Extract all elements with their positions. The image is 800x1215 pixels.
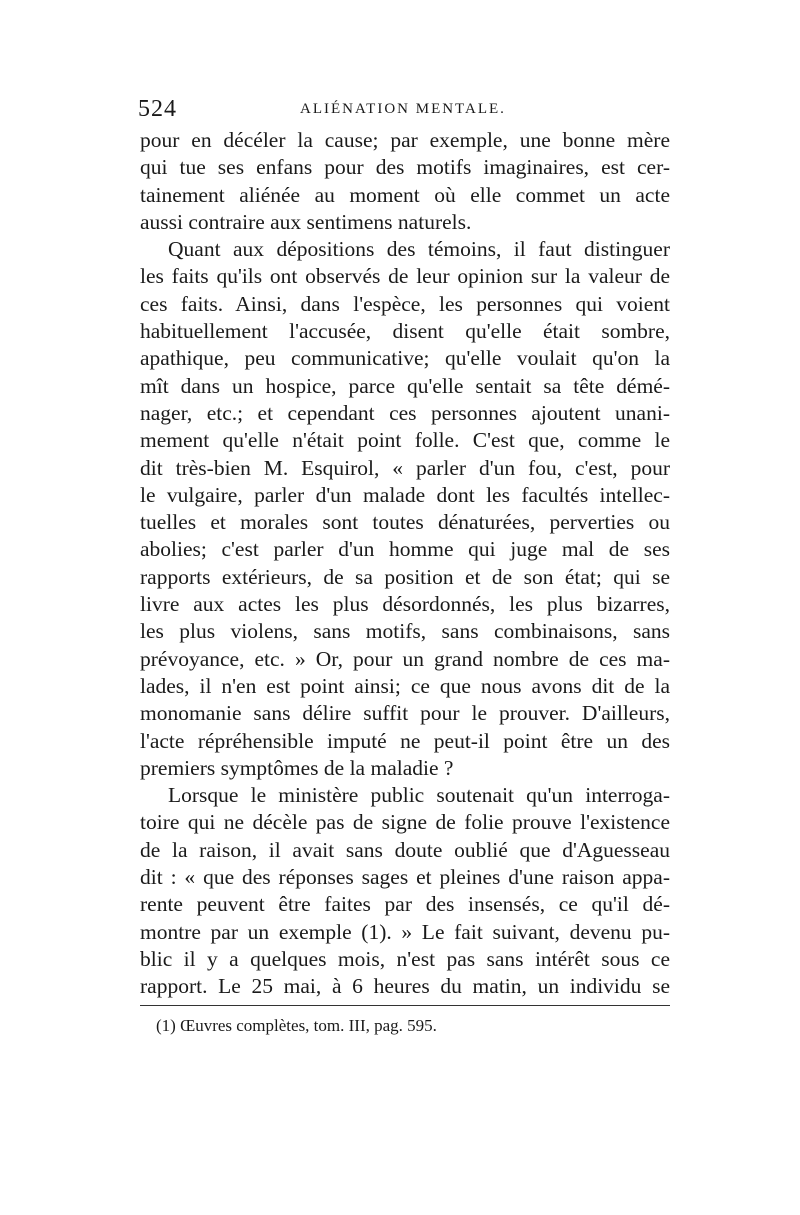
text-line: lades, il n'en est point ainsi; ce que nous avons dit de la: [140, 673, 670, 698]
text-line: le vulgaire, parler d'un malade dont les facultés intellec-: [140, 482, 670, 507]
body-text: [140, 127, 670, 1001]
text-line: blic il y a quelques mois, n'est pas sans intérêt sous ce: [140, 946, 670, 971]
text-line: toire qui ne décèle pas de signe de folie prouve l'existence: [140, 810, 670, 835]
text-line: qui tue ses enfans pour des motifs imaginaires, est cer-: [140, 155, 670, 180]
text-line: tainement aliénée au moment où elle commet un acte: [140, 182, 670, 207]
text-line: mement qu'elle n'était point folle. C'est que, comme le: [140, 428, 670, 453]
text-line: les plus violens, sans motifs, sans combinaisons, sans: [140, 619, 670, 644]
text-line: apathique, peu communicative; qu'elle voulait qu'on la: [140, 346, 670, 371]
text-line: de la raison, il avait sans doute oublié que d'Aguesseau: [140, 837, 670, 862]
text-line: dit très-bien M. Esquirol, « parler d'un fou, c'est, pour: [140, 455, 670, 480]
text-line: les faits qu'ils ont observés de leur opinion sur la valeur de: [140, 264, 670, 289]
text-line: dit : « que des réponses sages et pleines d'une raison appa-: [140, 865, 670, 890]
text-line: Quant aux dépositions des témoins, il faut distinguer: [168, 237, 670, 262]
text-line: ces faits. Ainsi, dans l'espèce, les personnes qui voient: [140, 291, 670, 316]
text-line: l'acte répréhensible imputé ne peut-il point être un des: [140, 728, 670, 753]
text-line: aussi contraire aux sentimens naturels.: [140, 209, 472, 234]
text-line: nager, etc.; et cependant ces personnes ajoutent unani-: [140, 400, 670, 425]
page-header: [138, 96, 678, 122]
text-line: pour en décéler la cause; par exemple, une bonne mère: [140, 128, 670, 152]
footnote-divider: [140, 1005, 670, 1006]
text-line: montre par un exemple (1). » Le fait suivant, devenu pu-: [140, 919, 670, 944]
text-line: prévoyance, etc. » Or, pour un grand nombre de ces ma-: [140, 646, 670, 671]
footnote: (1) Œuvres complètes, tom. III, pag. 595.: [156, 1016, 437, 1035]
text-line: rente peuvent être faites par des insensés, ce qu'il dé-: [140, 892, 670, 917]
page-number: 524: [138, 96, 177, 122]
text-line: premiers symptômes de la maladie ?: [140, 755, 454, 780]
text-line: tuelles et morales sont toutes dénaturées, perverties ou: [140, 510, 670, 535]
text-line: habituellement l'accusée, disent qu'elle était sombre,: [140, 319, 670, 344]
text-line: mît dans un hospice, parce qu'elle sentait sa tête démé-: [140, 373, 670, 398]
running-head: ALIÉNATION MENTALE.: [300, 101, 506, 117]
text-line: abolies; c'est parler d'un homme qui juge mal de ses: [140, 537, 670, 562]
text-line: rapports extérieurs, de sa position et de son état; qui se: [140, 564, 670, 589]
text-line: rapport. Le 25 mai, à 6 heures du matin, un individu se: [140, 974, 670, 999]
text-line: livre aux actes les plus désordonnés, les plus bizarres,: [140, 592, 670, 617]
text-line: Lorsque le ministère public soutenait qu'un interroga-: [168, 783, 670, 808]
text-line: monomanie sans délire suffit pour le prouver. D'ailleurs,: [140, 701, 670, 726]
